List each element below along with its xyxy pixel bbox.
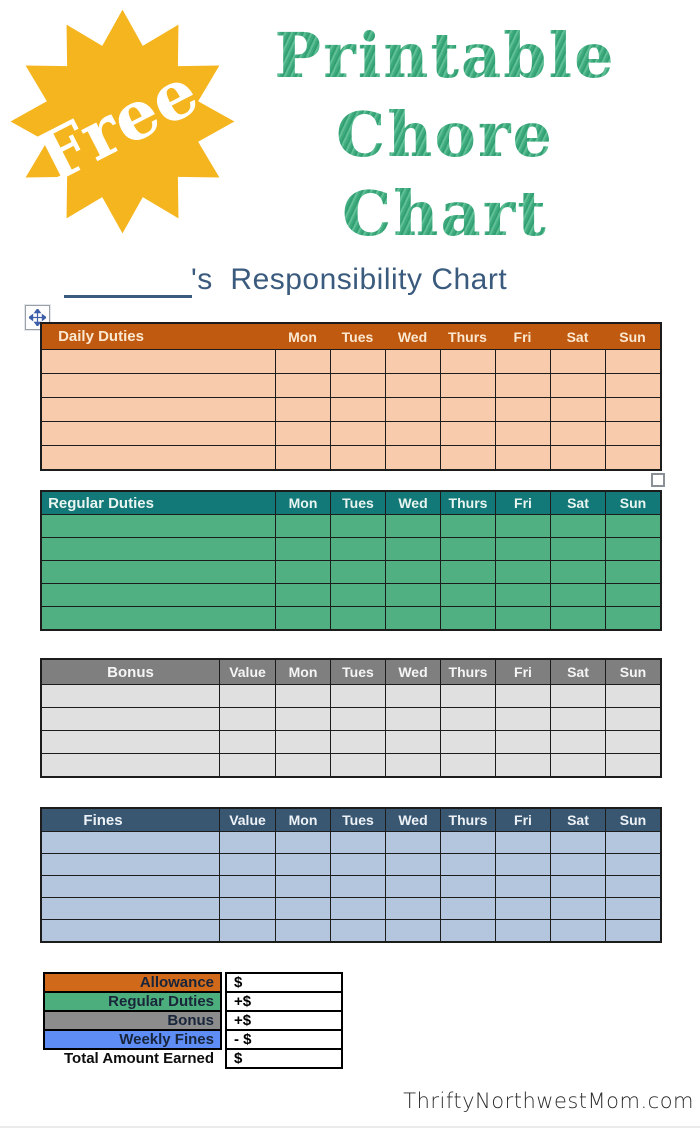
summary-row [43,1048,343,1069]
regular-day-header-tues: Tues [330,492,385,514]
bonus-day-cell-mon [275,731,330,753]
fines-value-cell [219,832,275,853]
bonus-day-cell-mon [275,685,330,707]
fines-day-cell-tues [330,920,385,941]
regular-day-cell-tues [330,584,385,606]
fines-day-cell-thurs [440,832,495,853]
regular-row [42,537,660,560]
bonus-day-cell-tues [330,731,385,753]
regular-day-cell-sat [550,607,605,629]
daily-day-cell-thurs [440,446,495,469]
fines-value-cell [219,876,275,897]
bonus-task-cell [42,754,219,776]
daily-day-header-fri: Fri [513,328,532,345]
regular-task-cell [42,584,275,606]
regular-day-cell-tues [330,561,385,583]
bonus-value-cell [219,754,275,776]
fines-day-cell-thurs [440,854,495,875]
fines-day-header-thurs: Thurs [440,809,495,831]
regular-day-cell-sun [605,584,660,606]
daily-day-header-mon: Mon [288,328,317,345]
daily-day-cell-wed [385,446,440,469]
daily-task-cell [42,350,275,373]
summary-value-cell: $ [225,972,343,993]
responsibility-heading: 's Responsibility Chart [191,263,508,296]
daily-day-cell-thurs [440,350,495,373]
name-blank-line [64,295,192,298]
daily-day-cell-tues [330,446,385,469]
bonus-day-cell-thurs [440,754,495,776]
fines-day-cell-thurs [440,876,495,897]
bonus-value-column-header: Value [219,660,275,684]
bonus-header-row [42,660,660,684]
bonus-row [42,684,660,707]
bonus-day-cell-thurs [440,685,495,707]
regular-day-cell-thurs [440,538,495,560]
daily-table-label: Daily Duties [58,328,144,345]
bonus-day-cell-thurs [440,708,495,730]
summary-value-cell: - $ [225,1029,343,1050]
regular-day-cell-mon [275,515,330,537]
bonus-day-cell-fri [495,685,550,707]
regular-task-cell [42,561,275,583]
daily-day-cell-sat [550,374,605,397]
daily-day-cell-mon [275,398,330,421]
bonus-day-cell-thurs [440,731,495,753]
daily-row [42,349,660,373]
daily-day-cell-fri [495,422,550,445]
fines-day-cell-sun [605,876,660,897]
bonus-day-cell-wed [385,754,440,776]
bonus-day-cell-sun [605,685,660,707]
fines-row [42,831,660,853]
bonus-day-cell-mon [275,708,330,730]
fines-day-cell-mon [275,898,330,919]
fines-row [42,919,660,941]
bonus-value-cell [219,731,275,753]
table-resize-handle[interactable] [651,473,665,487]
regular-day-cell-fri [495,584,550,606]
bonus-day-header-sat: Sat [550,660,605,684]
regular-duties-table [40,490,662,631]
fines-day-cell-mon [275,876,330,897]
fines-day-cell-sat [550,920,605,941]
bonus-day-cell-tues [330,685,385,707]
regular-day-header-thurs: Thurs [440,492,495,514]
daily-day-cell-sat [550,422,605,445]
summary-label: Total Amount Earned [64,1050,214,1067]
regular-day-cell-sun [605,561,660,583]
regular-day-cell-mon [275,607,330,629]
bonus-day-cell-tues [330,708,385,730]
daily-day-header-tues: Tues [341,328,374,345]
bonus-row [42,753,660,776]
fines-row [42,897,660,919]
fines-day-cell-tues [330,854,385,875]
regular-day-cell-thurs [440,561,495,583]
regular-day-cell-mon [275,538,330,560]
regular-day-cell-fri [495,515,550,537]
regular-task-cell [42,607,275,629]
fines-day-cell-fri [495,832,550,853]
daily-duties-table [40,322,662,471]
regular-day-cell-tues [330,515,385,537]
daily-row [42,421,660,445]
regular-day-cell-sun [605,538,660,560]
daily-task-cell [42,374,275,397]
daily-day-header-sat: Sat [566,328,589,345]
regular-day-cell-sat [550,561,605,583]
regular-day-cell-thurs [440,584,495,606]
bonus-day-cell-sat [550,685,605,707]
regular-day-cell-thurs [440,515,495,537]
summary-value-cell: +$ [225,1010,343,1031]
fines-day-header-sat: Sat [550,809,605,831]
title-line-1: Printable [250,16,640,95]
daily-day-cell-sat [550,350,605,373]
fines-day-header-mon: Mon [275,809,330,831]
daily-day-cell-mon [275,446,330,469]
bonus-day-cell-sun [605,731,660,753]
regular-day-cell-mon [275,561,330,583]
daily-day-cell-sun [605,422,660,445]
bonus-day-header-thurs: Thurs [440,660,495,684]
regular-task-cell [42,538,275,560]
fines-day-header-wed: Wed [385,809,440,831]
fines-table [40,807,662,943]
regular-day-cell-sun [605,607,660,629]
page-title [250,16,640,253]
regular-day-cell-wed [385,538,440,560]
regular-day-header-sun: Sun [605,492,660,514]
regular-day-cell-tues [330,607,385,629]
fines-day-cell-sun [605,832,660,853]
regular-day-cell-sat [550,515,605,537]
daily-day-cell-fri [495,446,550,469]
bonus-day-cell-wed [385,731,440,753]
summary-label: Weekly Fines [43,1029,222,1050]
daily-day-cell-sat [550,446,605,469]
regular-day-cell-fri [495,607,550,629]
regular-day-cell-fri [495,561,550,583]
fines-day-cell-fri [495,876,550,897]
fines-day-cell-tues [330,876,385,897]
regular-day-cell-fri [495,538,550,560]
regular-day-cell-wed [385,607,440,629]
daily-row [42,445,660,469]
bonus-day-header-tues: Tues [330,660,385,684]
fines-day-cell-thurs [440,920,495,941]
daily-task-cell [42,422,275,445]
regular-row [42,514,660,537]
fines-day-cell-wed [385,898,440,919]
fines-day-cell-sat [550,876,605,897]
regular-day-cell-wed [385,561,440,583]
regular-day-cell-sat [550,584,605,606]
daily-day-header-thurs: Thurs [448,328,487,345]
fines-day-cell-wed [385,854,440,875]
daily-day-cell-tues [330,374,385,397]
summary-row [43,1010,343,1031]
fines-task-cell [42,854,219,875]
bonus-day-cell-wed [385,708,440,730]
fines-day-cell-tues [330,832,385,853]
bonus-day-header-fri: Fri [495,660,550,684]
daily-day-cell-thurs [440,398,495,421]
regular-day-cell-thurs [440,607,495,629]
bonus-row [42,730,660,753]
daily-day-cell-sun [605,374,660,397]
bonus-day-cell-fri [495,754,550,776]
bonus-task-cell [42,685,219,707]
daily-day-cell-wed [385,398,440,421]
free-badge [5,4,240,239]
fines-day-cell-fri [495,854,550,875]
summary-table [43,972,343,1069]
regular-day-cell-tues [330,538,385,560]
regular-day-cell-sat [550,538,605,560]
fines-day-cell-sun [605,920,660,941]
daily-header-row [42,324,660,349]
daily-day-cell-thurs [440,422,495,445]
fines-day-header-sun: Sun [605,809,660,831]
daily-day-cell-mon [275,374,330,397]
fines-header-row [42,809,660,831]
regular-table-label: Regular Duties [48,494,154,512]
bonus-day-header-sun: Sun [605,660,660,684]
bonus-task-cell [42,708,219,730]
daily-day-cell-sun [605,446,660,469]
daily-day-cell-fri [495,398,550,421]
summary-row [43,972,343,993]
regular-day-header-sat: Sat [550,492,605,514]
daily-task-cell [42,446,275,469]
regular-day-cell-wed [385,515,440,537]
daily-day-header-wed: Wed [397,328,428,345]
fines-day-cell-tues [330,898,385,919]
summary-label: Regular Duties [43,991,222,1012]
summary-label: Allowance [43,972,222,993]
daily-day-cell-wed [385,350,440,373]
daily-row [42,397,660,421]
fines-row [42,853,660,875]
bonus-day-header-mon: Mon [275,660,330,684]
fines-day-header-fri: Fri [495,809,550,831]
daily-day-cell-tues [330,422,385,445]
summary-value-cell: $ [225,1048,343,1069]
bonus-table [40,658,662,778]
bonus-table-label: Bonus [107,663,154,681]
fines-day-cell-sun [605,854,660,875]
fines-day-cell-wed [385,876,440,897]
daily-day-cell-sun [605,398,660,421]
daily-day-cell-mon [275,422,330,445]
regular-row [42,583,660,606]
summary-value-cell: +$ [225,991,343,1012]
daily-day-cell-tues [330,350,385,373]
title-line-3: Chart [250,174,640,253]
fines-task-cell [42,920,219,941]
fines-day-cell-sat [550,898,605,919]
bonus-day-cell-sun [605,708,660,730]
fines-day-cell-fri [495,898,550,919]
free-badge-label: Free [25,51,211,198]
bonus-day-header-wed: Wed [385,660,440,684]
regular-day-header-mon: Mon [275,492,330,514]
site-credit: ThriftyNorthwestMom.com [403,1089,694,1113]
fines-row [42,875,660,897]
regular-row [42,560,660,583]
daily-day-header-sun: Sun [619,328,646,345]
bonus-day-cell-sat [550,754,605,776]
bonus-day-cell-wed [385,685,440,707]
fines-task-cell [42,898,219,919]
daily-day-cell-fri [495,350,550,373]
bonus-row [42,707,660,730]
regular-day-header-fri: Fri [495,492,550,514]
fines-day-cell-mon [275,920,330,941]
daily-task-cell [42,398,275,421]
bonus-task-cell [42,731,219,753]
fines-value-cell [219,898,275,919]
bonus-value-cell [219,685,275,707]
bonus-day-cell-sat [550,731,605,753]
daily-day-cell-sun [605,350,660,373]
bonus-day-cell-fri [495,708,550,730]
fines-task-cell [42,832,219,853]
daily-day-cell-tues [330,398,385,421]
bonus-day-cell-sat [550,708,605,730]
regular-day-header-wed: Wed [385,492,440,514]
fines-day-cell-fri [495,920,550,941]
regular-header-row [42,492,660,514]
daily-day-cell-wed [385,422,440,445]
regular-day-cell-wed [385,584,440,606]
fines-day-cell-sun [605,898,660,919]
fines-day-cell-mon [275,854,330,875]
fines-value-column-header: Value [219,809,275,831]
fines-day-cell-sat [550,832,605,853]
fines-task-cell [42,876,219,897]
summary-row [43,991,343,1012]
regular-day-cell-sun [605,515,660,537]
regular-task-cell [42,515,275,537]
daily-row [42,373,660,397]
fines-day-cell-mon [275,832,330,853]
fines-day-cell-thurs [440,898,495,919]
regular-day-cell-mon [275,584,330,606]
bonus-day-cell-sun [605,754,660,776]
bonus-day-cell-mon [275,754,330,776]
daily-day-cell-sat [550,398,605,421]
fines-table-label: Fines [83,811,123,829]
daily-day-cell-thurs [440,374,495,397]
fines-day-cell-sat [550,854,605,875]
summary-row [43,1029,343,1050]
daily-day-cell-fri [495,374,550,397]
daily-day-cell-wed [385,374,440,397]
fines-value-cell [219,854,275,875]
bonus-day-cell-fri [495,731,550,753]
bonus-day-cell-tues [330,754,385,776]
fines-value-cell [219,920,275,941]
fines-day-cell-wed [385,832,440,853]
title-line-2: Chore [250,95,640,174]
fines-day-header-tues: Tues [330,809,385,831]
summary-label: Bonus [43,1010,222,1031]
bonus-value-cell [219,708,275,730]
regular-row [42,606,660,629]
fines-day-cell-wed [385,920,440,941]
daily-day-cell-mon [275,350,330,373]
